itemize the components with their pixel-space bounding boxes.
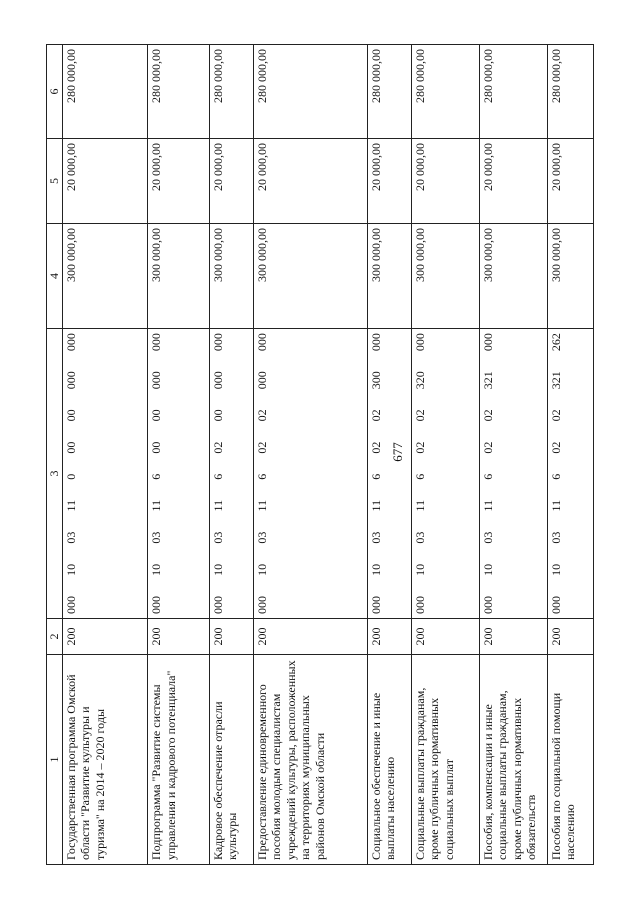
header-cell: 5 <box>47 139 63 224</box>
budget-table <box>46 44 594 865</box>
code-part: 03 <box>149 531 164 544</box>
code-part: 300 <box>368 371 383 390</box>
row-amount-v6: 280 000,00 <box>62 45 148 139</box>
row-amount-v5: 20 000,00 <box>547 139 593 224</box>
row-amount-v4: 300 000,00 <box>479 224 547 329</box>
header-cell: 6 <box>47 45 63 139</box>
code-part: 000 <box>480 596 495 614</box>
table-row <box>209 45 253 865</box>
code-part: 10 <box>368 563 383 576</box>
code-part: 02 <box>412 409 427 422</box>
code-part: 11 <box>480 499 495 512</box>
code-part: 6 <box>412 473 427 480</box>
code-parts <box>64 333 79 614</box>
header-cell: 2 <box>47 619 63 655</box>
code-part: 02 <box>254 409 269 422</box>
code-parts <box>481 333 496 614</box>
table-row <box>62 45 148 865</box>
row-admin-code: 200 <box>148 619 209 655</box>
row-amount-v4: 300 000,00 <box>367 224 411 329</box>
row-name: Пособия, компенсации и иные социальные выплаты гражданам, кроме публичных нормативных обязательств <box>479 655 547 865</box>
row-classification-code <box>148 329 209 619</box>
code-part: 02 <box>368 409 383 422</box>
code-part: 000 <box>149 596 164 614</box>
code-part: 320 <box>412 371 427 390</box>
row-classification-code <box>547 329 593 619</box>
row-classification-code <box>411 329 479 619</box>
code-parts <box>549 333 564 614</box>
row-admin-code: 200 <box>253 619 367 655</box>
code-part: 02 <box>412 441 427 454</box>
row-amount-v5: 20 000,00 <box>411 139 479 224</box>
code-part: 000 <box>368 596 383 614</box>
row-amount-v4: 300 000,00 <box>253 224 367 329</box>
code-part: 03 <box>412 531 427 544</box>
code-part: 11 <box>368 499 383 512</box>
row-amount-v4: 300 000,00 <box>209 224 253 329</box>
code-parts <box>369 333 384 614</box>
table-row <box>253 45 367 865</box>
code-part: 321 <box>480 371 495 390</box>
code-part: 10 <box>254 563 269 576</box>
code-part: 000 <box>63 333 78 352</box>
code-part: 00 <box>149 441 164 454</box>
code-parts <box>255 333 270 614</box>
code-part: 02 <box>210 441 225 454</box>
code-part: 11 <box>412 499 427 512</box>
row-name: Кадровое обеспечение отрасли культуры <box>209 655 253 865</box>
code-parts <box>149 333 164 614</box>
row-amount-v5: 20 000,00 <box>62 139 148 224</box>
code-part: 000 <box>368 333 383 352</box>
header-row <box>47 45 63 865</box>
code-part: 10 <box>63 563 78 576</box>
code-part: 11 <box>548 499 563 512</box>
row-amount-v6: 280 000,00 <box>411 45 479 139</box>
code-part: 11 <box>254 499 269 512</box>
row-amount-v4: 300 000,00 <box>62 224 148 329</box>
code-part: 000 <box>210 371 225 390</box>
code-parts <box>211 333 226 614</box>
code-part: 000 <box>548 596 563 614</box>
code-part: 03 <box>548 531 563 544</box>
code-part: 000 <box>63 371 78 390</box>
row-name: Подпрограмма "Развитие системы управления и кадрового потенциала" <box>148 655 209 865</box>
code-part: 000 <box>254 371 269 390</box>
row-classification-code <box>479 329 547 619</box>
code-part: 02 <box>254 441 269 454</box>
row-amount-v4: 300 000,00 <box>411 224 479 329</box>
table-row <box>547 45 593 865</box>
code-part: 11 <box>210 499 225 512</box>
code-part: 02 <box>368 441 383 454</box>
row-amount-v6: 280 000,00 <box>547 45 593 139</box>
row-name: Государственная программа Омской области "Развитие культуры и туризма" на 2014 – 2020 годы <box>62 655 148 865</box>
code-part: 000 <box>210 596 225 614</box>
code-part: 10 <box>412 563 427 576</box>
code-part: 000 <box>412 596 427 614</box>
code-part: 03 <box>254 531 269 544</box>
row-amount-v6: 280 000,00 <box>148 45 209 139</box>
code-part: 0 <box>63 473 78 480</box>
header-cell: 1 <box>47 655 63 865</box>
code-part: 000 <box>210 333 225 352</box>
row-classification-code <box>62 329 148 619</box>
code-part: 03 <box>368 531 383 544</box>
code-part: 000 <box>63 596 78 614</box>
rotated-page <box>46 45 594 865</box>
code-part: 262 <box>548 333 563 352</box>
row-amount-v5: 20 000,00 <box>209 139 253 224</box>
row-amount-v6: 280 000,00 <box>253 45 367 139</box>
row-admin-code: 200 <box>209 619 253 655</box>
row-classification-code <box>253 329 367 619</box>
row-amount-v6: 280 000,00 <box>209 45 253 139</box>
row-admin-code: 200 <box>479 619 547 655</box>
row-name: Пособия по социальной помощи населению <box>547 655 593 865</box>
code-part: 00 <box>210 409 225 422</box>
row-admin-code: 200 <box>411 619 479 655</box>
code-part: 11 <box>63 499 78 512</box>
row-name: Социальное обеспечение и иные выплаты населению <box>367 655 411 865</box>
row-name: Предоставление единовременного пособия молодым специалистам учреждений культуры, расположенных на территориях муниципальных районов Омской области <box>253 655 367 865</box>
code-part: 000 <box>149 333 164 352</box>
row-admin-code: 200 <box>62 619 148 655</box>
page-number: 677 <box>390 442 405 462</box>
code-part: 00 <box>63 441 78 454</box>
row-name: Социальные выплаты гражданам, кроме публичных нормативных социальных выплат <box>411 655 479 865</box>
table-row <box>367 45 411 865</box>
row-amount-v6: 280 000,00 <box>367 45 411 139</box>
code-part: 10 <box>548 563 563 576</box>
code-part: 02 <box>480 409 495 422</box>
row-amount-v5: 20 000,00 <box>367 139 411 224</box>
row-classification-code <box>367 329 411 619</box>
table-row <box>411 45 479 865</box>
code-part: 03 <box>480 531 495 544</box>
code-part: 6 <box>368 473 383 480</box>
code-part: 02 <box>548 409 563 422</box>
code-part: 00 <box>149 409 164 422</box>
code-part: 000 <box>412 333 427 352</box>
code-part: 03 <box>210 531 225 544</box>
row-amount-v5: 20 000,00 <box>253 139 367 224</box>
code-part: 02 <box>548 441 563 454</box>
table-row <box>479 45 547 865</box>
code-parts <box>413 333 428 614</box>
code-part: 6 <box>254 473 269 480</box>
row-amount-v6: 280 000,00 <box>479 45 547 139</box>
code-part: 03 <box>63 531 78 544</box>
row-amount-v4: 300 000,00 <box>148 224 209 329</box>
code-part: 10 <box>210 563 225 576</box>
code-part: 02 <box>480 441 495 454</box>
code-part: 321 <box>548 371 563 390</box>
row-admin-code: 200 <box>547 619 593 655</box>
code-part: 000 <box>480 333 495 352</box>
code-part: 00 <box>63 409 78 422</box>
code-part: 000 <box>149 371 164 390</box>
code-part: 10 <box>480 563 495 576</box>
code-part: 6 <box>149 473 164 480</box>
row-amount-v4: 300 000,00 <box>547 224 593 329</box>
header-cell: 4 <box>47 224 63 329</box>
table-row <box>148 45 209 865</box>
row-classification-code <box>209 329 253 619</box>
row-admin-code: 200 <box>367 619 411 655</box>
code-part: 11 <box>149 499 164 512</box>
row-amount-v5: 20 000,00 <box>148 139 209 224</box>
row-amount-v5: 20 000,00 <box>479 139 547 224</box>
code-part: 6 <box>480 473 495 480</box>
code-part: 6 <box>210 473 225 480</box>
code-part: 000 <box>254 333 269 352</box>
code-part: 000 <box>254 596 269 614</box>
header-cell: 3 <box>47 329 63 619</box>
code-part: 10 <box>149 563 164 576</box>
code-part: 6 <box>548 473 563 480</box>
